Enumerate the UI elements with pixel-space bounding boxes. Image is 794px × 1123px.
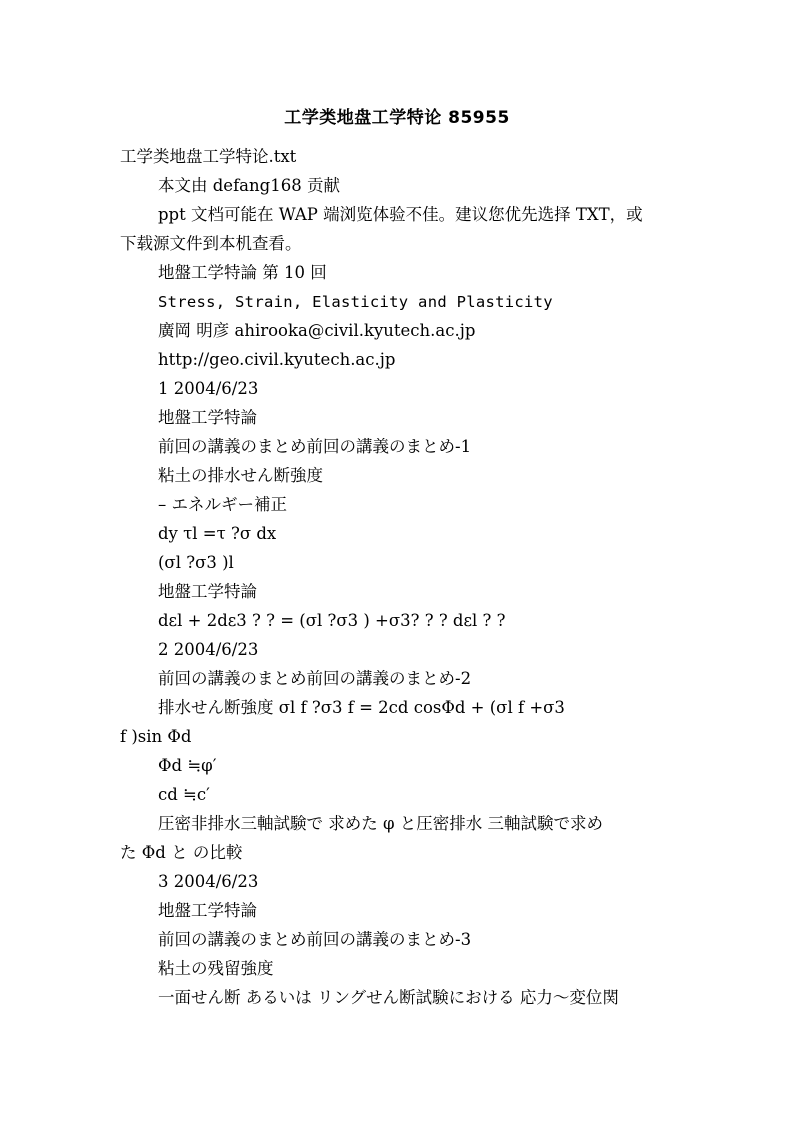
url-line: http://geo.civil.kyutech.ac.jp [158, 350, 396, 369]
summary-heading: 前回の講義のまとめ前回の講義のまとめ-1 [158, 437, 472, 456]
comparison-line-continued: た Φd と の比較 [120, 843, 243, 862]
contributor-line: 本文由 defang168 贡献 [158, 176, 340, 195]
formula-line: (σl ?σ3 )l [158, 553, 234, 572]
summary-heading: 前回の講義のまとめ前回の講義のまとめ-3 [158, 930, 472, 949]
notice-line-continued: 下载源文件到本机查看。 [120, 234, 302, 253]
course-name-line: 地盤工学特論 [158, 408, 257, 427]
course-name-line: 地盤工学特論 [158, 901, 257, 920]
notice-line: ppt 文档可能在 WAP 端浏览体验不佳。建议您优先选择 TXT，或 [158, 205, 643, 224]
slide-number-line: 1 2004/6/23 [158, 379, 259, 398]
formula-line: Φd ≒φ′ [158, 756, 217, 775]
lecture-subtitle: Stress, Strain, Elasticity and Plasticity [158, 293, 553, 311]
file-name-line: 工学类地盘工学特论.txt [120, 147, 297, 166]
course-name-line: 地盤工学特論 [158, 582, 257, 601]
topic-line: 粘土の排水せん断強度 [158, 466, 323, 485]
author-line: 廣岡 明彦 ahirooka@civil.kyutech.ac.jp [158, 321, 476, 340]
formula-line: 排水せん断強度 σl f ?σ3 f = 2cd cosΦd + (σl f +σ3 [158, 698, 565, 717]
lecture-heading: 地盤工学特論 第 10 回 [158, 263, 327, 282]
body-line: 一面せん断 あるいは リングせん断試験における 応力～変位関 [158, 988, 619, 1007]
comparison-line: 圧密非排水三軸試験で 求めた φ と圧密排水 三軸試験で求め [158, 814, 604, 833]
bullet-line: – エネルギー補正 [158, 495, 287, 514]
document-title: 工学类地盘工学特论 85955 [284, 108, 510, 128]
formula-line: dεl + 2dε3 ? ? = (σl ?σ3 ) +σ3? ? ? dεl ? ? [158, 611, 506, 630]
topic-line: 粘土の残留強度 [158, 959, 274, 978]
formula-line-continued: f )sin Φd [120, 727, 192, 746]
slide-number-line: 3 2004/6/23 [158, 872, 259, 891]
formula-line: cd ≒c′ [158, 785, 210, 804]
summary-heading: 前回の講義のまとめ前回の講義のまとめ-2 [158, 669, 472, 688]
slide-number-line: 2 2004/6/23 [158, 640, 259, 659]
formula-line: dy τl =τ ?σ dx [158, 524, 277, 543]
